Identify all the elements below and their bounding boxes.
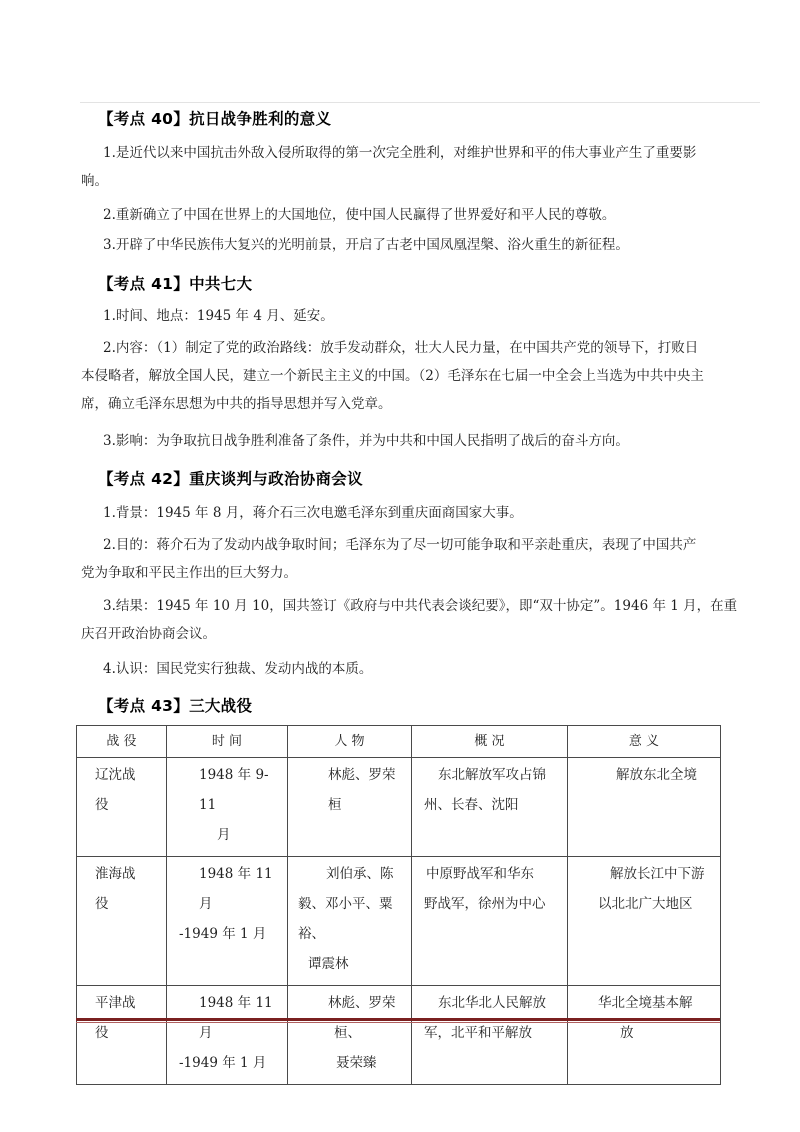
cell-people: 林彪、罗荣桓	[288, 758, 412, 857]
header-significance: 意 义	[568, 726, 721, 758]
footer-rule	[76, 1018, 720, 1021]
cell-significance: 华北全境基本解 放	[568, 986, 721, 1085]
paragraph-line: 党为争取和平民主作出的巨大努力。	[81, 565, 297, 581]
paragraph-line: 2.重新确立了中国在世界上的大国地位，使中国人民赢得了世界爱好和平人民的尊敬。	[103, 207, 616, 223]
paragraph-42-3	[81, 592, 738, 648]
campaigns-table	[76, 725, 721, 1085]
section-heading-41: 【考点 41】中共七大	[98, 275, 253, 293]
paragraph-line: 席，确立毛泽东思想为中共的指导思想并写入党章。	[81, 396, 392, 412]
paragraph-41-3	[103, 427, 723, 455]
cell-time: 1948 年 11 月 -1949 年 1 月	[167, 986, 288, 1085]
paragraph-line: 1.是近代以来中国抗击外敌入侵所取得的第一次完全胜利，对维护世界和平的伟大事业产生了重要影	[103, 145, 697, 161]
cell-campaign: 辽沈战 役	[77, 758, 167, 857]
paragraph-40-2	[103, 201, 723, 229]
cell-overview: 东北华北人民解放 军，北平和平解放	[412, 986, 568, 1085]
paragraph-40-1	[81, 139, 723, 195]
table-row	[77, 857, 721, 986]
paragraph-line: 2.目的：蒋介石为了发动内战争取时间；毛泽东为了尽一切可能争取和平亲赴重庆，表现了中国共产	[103, 537, 697, 553]
cell-significance: 解放长江中下游 以北北广大地区	[568, 857, 721, 986]
header-campaign: 战 役	[77, 726, 167, 758]
table-row	[77, 758, 721, 857]
header-time: 时 间	[167, 726, 288, 758]
cell-overview: 中原野战军和华东 野战军，徐州为中心	[412, 857, 568, 986]
paragraph-41-2	[81, 334, 723, 418]
paragraph-line: 3.结果：1945 年 10 月 10，国共签订《政府与中共代表会谈纪要》，即“双十协定”。1946 年 1 月，在重	[103, 598, 738, 614]
cell-people: 林彪、罗荣 桓、 聂荣臻	[288, 986, 412, 1085]
section-heading-42: 【考点 42】重庆谈判与政治协商会议	[98, 470, 363, 488]
paragraph-line: 1.时间、地点：1945 年 4 月、延安。	[103, 308, 334, 324]
paragraph-42-1	[103, 499, 723, 527]
cell-people: 刘伯承、陈 毅、邓小平、粟裕、 谭震林	[288, 857, 412, 986]
table-row	[77, 986, 721, 1085]
header-people: 人 物	[288, 726, 412, 758]
paragraph-42-2	[81, 531, 723, 587]
paragraph-line: 4.认识：国民党实行独裁、发动内战的本质。	[103, 661, 373, 677]
paragraph-40-3	[103, 231, 723, 259]
paragraph-line: 3.开辟了中华民族伟大复兴的光明前景，开启了古老中国凤凰涅槃、浴火重生的新征程。	[103, 237, 629, 253]
table-header-row	[77, 726, 721, 758]
paragraph-line: 本侵略者，解放全国人民，建立一个新民主主义的中国。（2）毛泽东在七届一中全会上当选为中共中央主	[81, 368, 704, 384]
section-heading-40: 【考点 40】抗日战争胜利的意义	[98, 110, 332, 128]
section-heading-43: 【考点 43】三大战役	[98, 697, 253, 715]
footer-rule-thin	[76, 1022, 720, 1023]
cell-time: 1948 年 9-11 月	[167, 758, 288, 857]
cell-significance: 解放东北全境	[568, 758, 721, 857]
cell-campaign: 淮海战 役	[77, 857, 167, 986]
cell-time: 1948 年 11 月 -1949 年 1 月	[167, 857, 288, 986]
paragraph-line: 3.影响：为争取抗日战争胜利准备了条件，并为中共和中国人民指明了战后的奋斗方向。	[103, 433, 629, 449]
paragraph-line: 庆召开政治协商会议。	[81, 626, 216, 642]
paragraph-line: 2.内容：（1）制定了党的政治路线：放手发动群众，壮大人民力量，在中国共产党的领导下，打败日	[103, 340, 699, 356]
cell-campaign: 平津战 役	[77, 986, 167, 1085]
paragraph-line: 响。	[81, 173, 108, 189]
header-overview: 概 况	[412, 726, 568, 758]
paragraph-line: 1.背景：1945 年 8 月，蒋介石三次电邀毛泽东到重庆面商国家大事。	[103, 505, 523, 521]
paragraph-42-4	[103, 655, 723, 683]
cell-overview: 东北解放军攻占锦 州、长春、沈阳	[412, 758, 568, 857]
paragraph-41-1	[103, 302, 723, 330]
